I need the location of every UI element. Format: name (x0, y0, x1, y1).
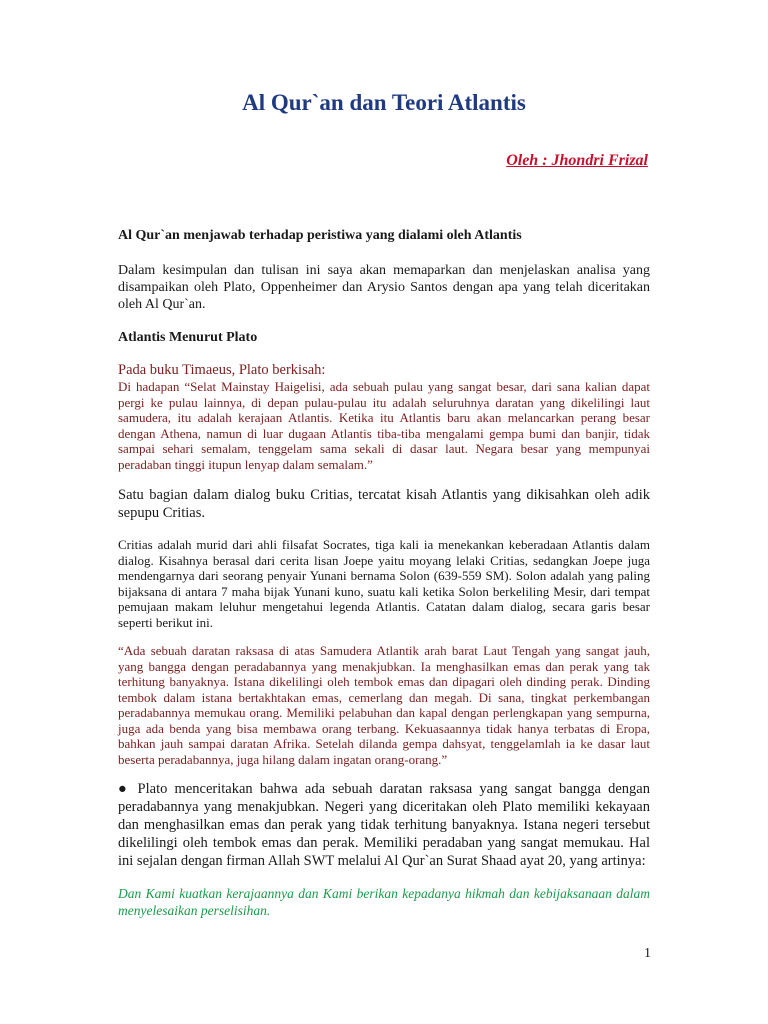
critias-description: Critias adalah murid dari ahli filsafat Socrates, tiga kali ia menekankan keberadaan Atlantis dalam dialog. Kisahnya berasal dari cerita lisan Joepe yaitu moyang lelaki Critias, sedangkan Joepe juga mendengarnya dari seorang penyair Yunani bernama Solon (639-559 SM). Solon adalah yang paling bijaksana di antara 7 maha bijak Yunani kuno, suatu kali ketika Solon berkeliling Mesir, dari tempat pemujaan makam leluhur mengetahui legenda Atlantis. Catatan dalam dialog, secara garis besar seperti berikut ini. (118, 537, 650, 630)
author-line: Oleh : Jhondri Frizal (506, 152, 648, 169)
critias-paragraph: Satu bagian dalam dialog buku Critias, tercatat kisah Atlantis yang dikisahkan oleh adik sepupu Critias. (118, 487, 650, 521)
bullet-paragraph: ● Plato menceritakan bahwa ada sebuah daratan raksasa yang sangat bangga dengan peradabannya yang menakjubkan. Negeri yang diceritakan oleh Plato memiliki kekayaan dan menghasilkan emas dan perak yang tidak terhitung banyaknya. Istana negeri tersebut dikelilingi oleh tembok emas dan perak. Memiliki peradaban yang sangat memukau. Hal ini sejalan dengan firman Allah SWT melalui Al Qur`an Surat Shaad ayat 20, yang artinya: (118, 781, 650, 869)
plato-quote: Di hadapan “Selat Mainstay Haigelisi, ada sebuah pulau yang sangat besar, dari sana kalian dapat pergi ke pulau lainnya, di depan pulau-pulau itu adalah seluruhnya daratan yang dikelilingi laut samudera, itu adalah kerajaan Atlantis. Ketika itu Atlantis baru akan melancarkan perang besar dengan Athena, namun di luar dugaan Atlantis tiba-tiba mengalami gempa bumi dan banjir, tidak sampai sehari semalam, tenggelam sama sekali di dasar laut. Negara besar yang mempunyai peradaban tinggi itupun lenyap dalam semalam.” (118, 379, 650, 472)
document-title: Al Qur`an dan Teori Atlantis (242, 90, 526, 115)
intro-paragraph: Dalam kesimpulan dan tulisan ini saya akan memaparkan dan menjelaskan analisa yang disampaikan oleh Plato, Oppenheimer dan Arysio Santos dengan apa yang telah diceritakan oleh Al Qur`an. (118, 263, 650, 312)
page-number: 1 (644, 946, 651, 961)
quran-verse: Dan Kami kuatkan kerajaannya dan Kami berikan kepadanya hikmah dan kebijaksanaan dalam menyelesaikan perselisihan. (118, 886, 650, 918)
section-heading-plato: Atlantis Menurut Plato (118, 330, 258, 345)
critias-quote: “Ada sebuah daratan raksasa di atas Samudera Atlantik arah barat Laut Tengah yang sangat jauh, yang bangga dengan peradabannya yang menakjubkan. Ia menghasilkan emas dan perak yang tak terhitung banyaknya. Istana dikelilingi oleh tembok emas dan dipagari oleh dinding perak. Dinding tembok dalam istana bertakhtakan emas, cemerlang dan megah. Di sana, tingkat perkembangan peradabannya memukau orang. Memiliki pelabuhan dan kapal dengan perlengkapan yang sempurna, juga ada benda yang bisa membawa orang terbang. Kekuasaannya tidak hanya terbatas di Eropa, bahkan jauh sampai daratan Afrika. Setelah dilanda gempa dahsyat, tenggelamlah ia ke dasar laut beserta peradabannya, juga hilang dalam ingatan orang-orang.” (118, 643, 650, 767)
section-heading-quran: Al Qur`an menjawab terhadap peristiwa yang dialami oleh Atlantis (118, 228, 522, 243)
plato-intro: Pada buku Timaeus, Plato berkisah: (118, 362, 326, 378)
